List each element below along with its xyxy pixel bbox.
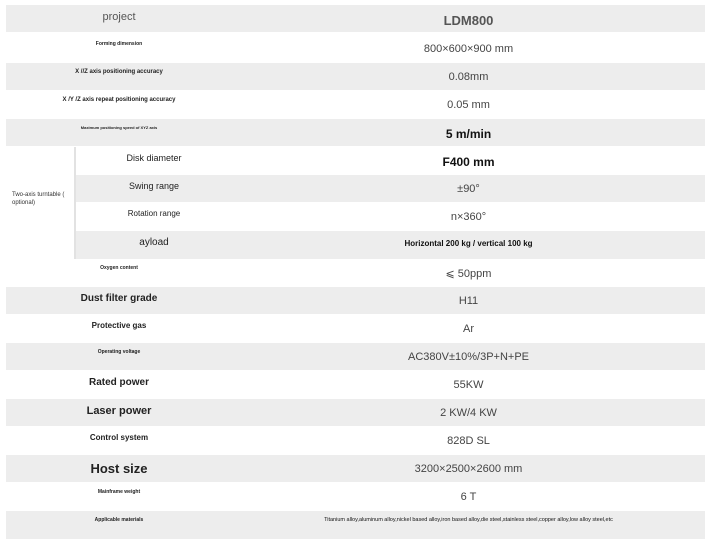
row-label: Disk diameter xyxy=(126,153,182,163)
row-label: Protective gas xyxy=(91,321,147,330)
table-row xyxy=(76,175,705,202)
table-row xyxy=(6,343,705,370)
row-label: Rotation range xyxy=(127,209,181,218)
table-row xyxy=(6,371,705,398)
row-label: Forming dimension xyxy=(95,41,143,47)
table-row xyxy=(6,91,705,118)
table-header-row xyxy=(6,5,705,32)
row-value: 55KW xyxy=(453,379,484,391)
row-label: Control system xyxy=(89,433,149,442)
row-value: H11 xyxy=(458,295,479,307)
row-label: Operating voltage xyxy=(97,349,141,355)
row-value: F400 mm xyxy=(442,155,495,169)
row-value: Horizontal 200 kg / vertical 100 kg xyxy=(404,239,533,248)
row-label: Oxygen content xyxy=(100,265,138,271)
header-value: LDM800 xyxy=(443,13,494,28)
table-row xyxy=(76,147,705,174)
row-value: n×360° xyxy=(450,211,487,223)
row-value: 828D SL xyxy=(447,435,490,447)
header-label: project xyxy=(102,11,136,23)
table-row xyxy=(6,315,705,342)
row-label: X //Z axis positioning accuracy xyxy=(75,69,163,75)
row-value: 800×600×900 mm xyxy=(423,43,514,55)
row-label: Dust filter grade xyxy=(80,293,158,304)
row-label: Maximum positioning speed of XYZ axis xyxy=(80,125,158,130)
table-row xyxy=(6,427,705,454)
row-label: X /Y /Z axis repeat positioning accuracy xyxy=(62,97,176,103)
table-row xyxy=(6,35,705,62)
table-row xyxy=(6,287,705,314)
row-value: 6 T xyxy=(460,491,477,503)
table-row xyxy=(76,231,705,259)
table-row xyxy=(6,259,705,286)
row-label: Swing range xyxy=(128,181,180,191)
table-row xyxy=(76,203,705,230)
row-label: Applicable materials xyxy=(94,517,144,523)
header-value-cell xyxy=(232,5,705,32)
table-row xyxy=(6,399,705,426)
row-value: 0.08mm xyxy=(448,71,489,83)
row-value: Ar xyxy=(463,323,474,335)
row-value: 2 KW/4 KW xyxy=(440,407,497,419)
row-value: 0.05 mm xyxy=(447,99,490,111)
row-value: ±90° xyxy=(457,183,480,195)
turntable-group-label: Two-axis turntable ( optional) xyxy=(12,192,65,206)
header-label-cell xyxy=(6,5,232,32)
row-label: ayload xyxy=(139,237,169,248)
row-value: AC380V±10%/3P+N+PE xyxy=(408,351,529,363)
table-row xyxy=(6,455,705,482)
row-value: 3200×2500×2600 mm xyxy=(414,463,523,475)
row-label: Host size xyxy=(90,461,148,476)
table-row xyxy=(6,119,705,146)
row-value: Titanium alloy,aluminum alloy,nickel based alloy,iron based alloy,die steel,stainless steel,copper alloy,low alloy steel,etc xyxy=(324,517,613,523)
table-row xyxy=(6,63,705,90)
row-value: ⩽ 50ppm xyxy=(445,268,492,280)
row-value: 5 m/min xyxy=(445,127,492,141)
table-row xyxy=(6,511,705,539)
row-label: Laser power xyxy=(86,405,152,417)
row-label: Mainframe weight xyxy=(97,489,141,495)
table-row xyxy=(6,483,705,510)
row-label: Rated power xyxy=(88,377,149,388)
